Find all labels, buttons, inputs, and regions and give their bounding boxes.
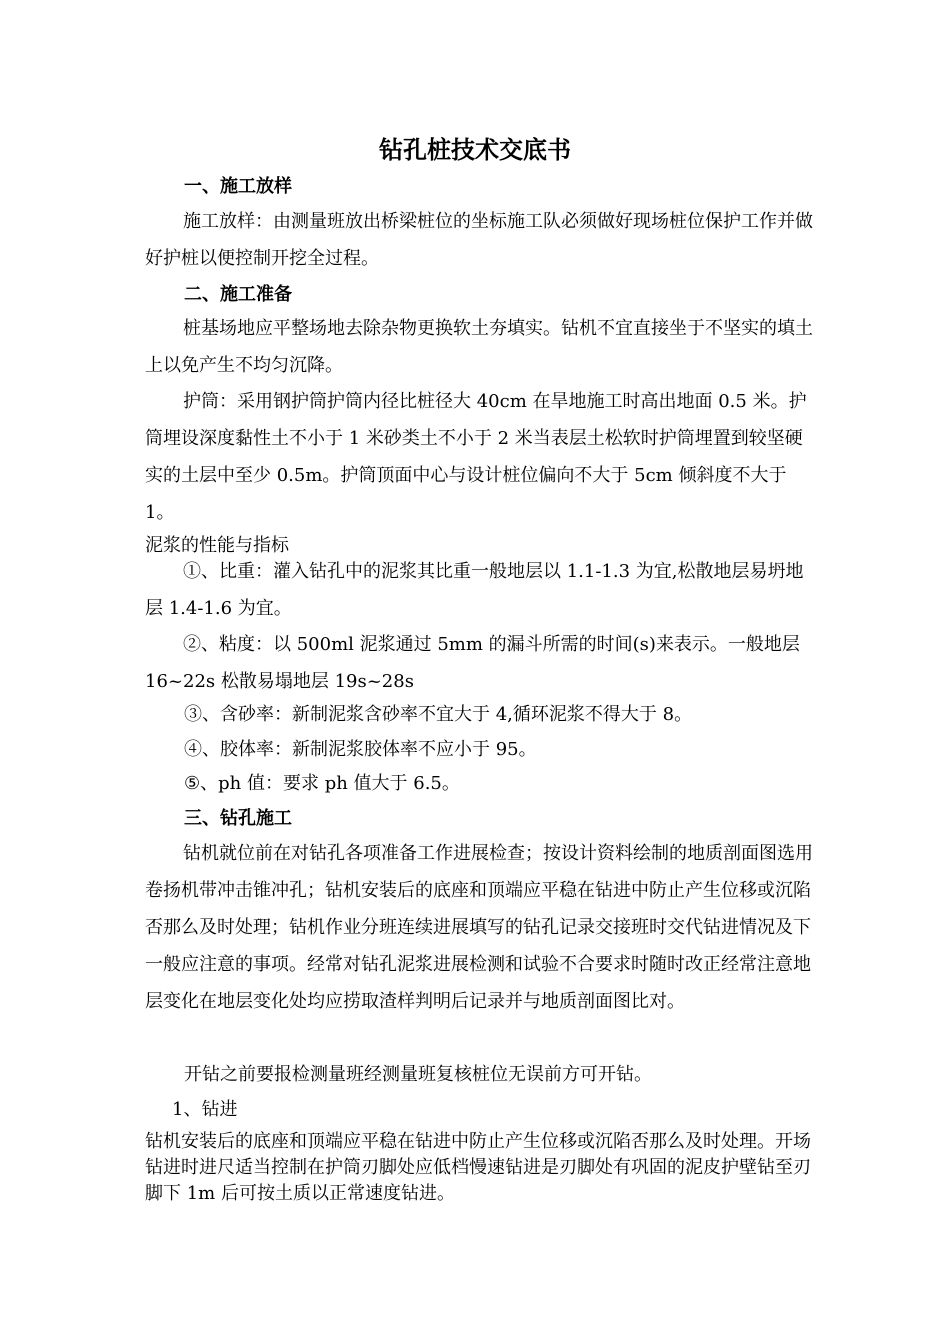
mud-item-density-text: ①、比重：灌入钻孔中的泥浆其比重一般地层以 1.1-1.3 为宜,松散地层易坍地层 1.4-1.6 为宜。 bbox=[145, 561, 804, 619]
section-heading-construction-layout: 一、施工放样 bbox=[184, 176, 292, 197]
paragraph-site-preparation-text: 桩基场地应平整场地去除杂物更换软土夯填实。钻机不宜直接坐于不坚实的填土上以免产生不均匀沉降。 bbox=[145, 318, 813, 376]
section-heading-preparation: 二、施工准备 bbox=[184, 284, 292, 305]
section-heading-drilling: 三、钻孔施工 bbox=[184, 808, 292, 829]
mud-item-colloid-rate: ④、胶体率：新制泥浆胶体率不应小于 95。 bbox=[184, 739, 537, 760]
mud-item-viscosity-text: ②、粘度：以 500ml 泥浆通过 5mm 的漏斗所需的时间(s)来表示。一般地层 16~22s 松散易塌地层 19s~28s bbox=[145, 634, 800, 692]
paragraph-site-preparation bbox=[145, 310, 815, 384]
paragraph-drilling-text: 钻机就位前在对钻孔各项准备工作进展检查；按设计资料绘制的地质剖面图选用卷扬机带冲击锥冲孔；钻机安装后的底座和顶端应平稳在钻进中防止产生位移或沉陷否那么及时处理；钻机作业分班连续进展填写的钻孔记录交接班时交代钻进情况及下一般应注意的事项。经常对钻孔泥浆进展检测和试验不合要求时随时改正经常注意地层变化在地层变化处均应捞取渣样判明后记录并与地质剖面图比对。 bbox=[145, 843, 813, 1012]
paragraph-before-drilling: 开钻之前要报检测量班经测量班复核桩位无误前方可开钻。 bbox=[184, 1064, 652, 1085]
paragraph-casing bbox=[145, 383, 815, 531]
mud-item-density bbox=[145, 553, 815, 627]
mud-item-ph: ⑤、ph 值：要求 ph 值大于 6.5。 bbox=[184, 773, 460, 794]
paragraph-casing-text: 护筒：采用钢护筒护筒内径比桩径大 40cm 在旱地施工时高出地面 0.5 米。护筒埋设深度黏性土不小于 1 米砂类土不小于 2 米当表层土松软时护筒埋置到较坚硬实的土层中至少 0.5m。护筒顶面中心与设计桩位偏向不大于 5cm 倾斜度不大于 1。 bbox=[145, 391, 807, 523]
mud-item-viscosity bbox=[145, 626, 815, 700]
document-title: 钻孔桩技术交底书 bbox=[379, 135, 571, 164]
paragraph-drilling bbox=[145, 835, 815, 1020]
mud-item-sand-content: ③、含砂率：新制泥浆含砂率不宜大于 4,循环泥浆不得大于 8。 bbox=[184, 704, 693, 725]
paragraph-layout-text: 施工放样：由测量班放出桥梁桩位的坐标施工队必须做好现场桩位保护工作并做好护桩以便控制开挖全过程。 bbox=[145, 211, 813, 269]
paragraph-advancing: 钻机安装后的底座和顶端应平稳在钻进中防止产生位移或沉陷否那么及时处理。开场钻进时进尺适当控制在护筒刃脚处应低档慢速钻进是刃脚处有巩固的泥皮护壁钻至刃脚下 1m 后可按土质以正常速度钻进。 bbox=[145, 1131, 811, 1204]
mud-properties-label: 泥浆的性能与指标 bbox=[145, 535, 289, 556]
paragraph-layout bbox=[145, 203, 815, 277]
subsection-heading-advancing: 1、钻进 bbox=[172, 1099, 238, 1120]
